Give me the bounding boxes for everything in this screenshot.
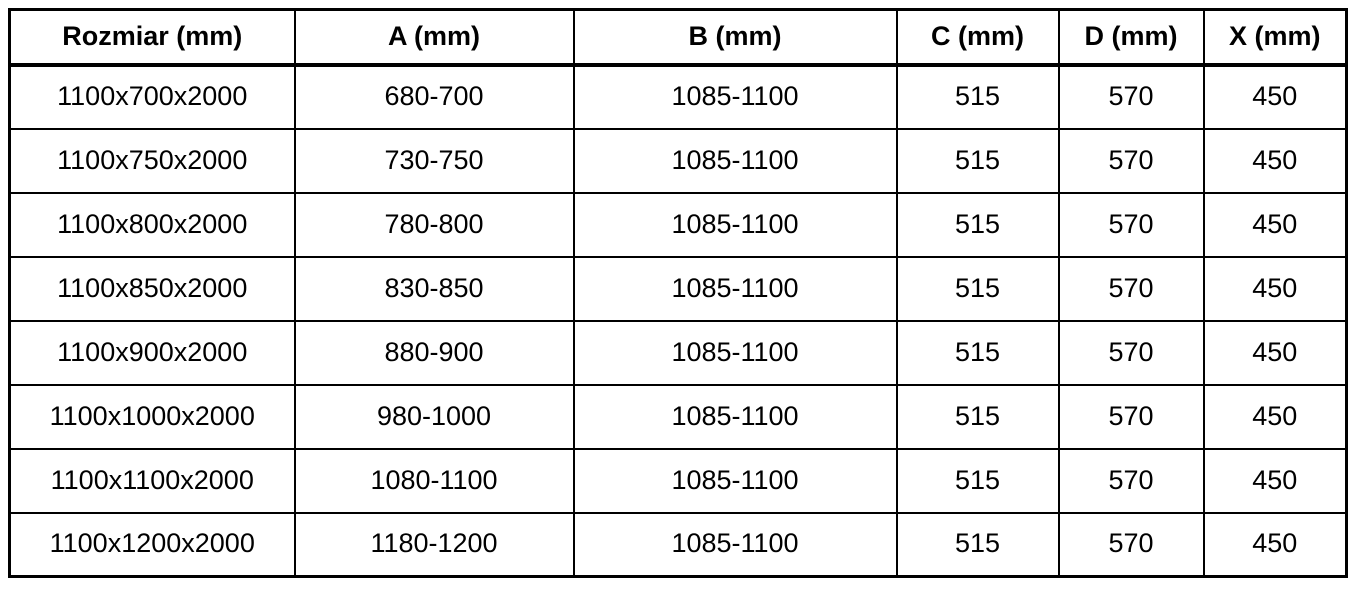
- cell-d: 570: [1059, 257, 1204, 321]
- cell-b: 1085-1100: [574, 193, 897, 257]
- cell-a: 830-850: [295, 257, 574, 321]
- cell-rozmiar: 1100x750x2000: [10, 129, 295, 193]
- cell-d: 570: [1059, 513, 1204, 577]
- cell-b: 1085-1100: [574, 449, 897, 513]
- table-row: [10, 385, 1347, 449]
- cell-b: 1085-1100: [574, 385, 897, 449]
- cell-rozmiar: 1100x1200x2000: [10, 513, 295, 577]
- table-row: [10, 129, 1347, 193]
- cell-c: 515: [897, 65, 1059, 129]
- cell-c: 515: [897, 193, 1059, 257]
- cell-rozmiar: 1100x1100x2000: [10, 449, 295, 513]
- cell-c: 515: [897, 385, 1059, 449]
- cell-rozmiar: 1100x700x2000: [10, 65, 295, 129]
- size-spec-table: [8, 8, 1348, 578]
- cell-b: 1085-1100: [574, 65, 897, 129]
- cell-a: 1080-1100: [295, 449, 574, 513]
- cell-a: 880-900: [295, 321, 574, 385]
- cell-d: 570: [1059, 449, 1204, 513]
- cell-b: 1085-1100: [574, 321, 897, 385]
- cell-b: 1085-1100: [574, 129, 897, 193]
- cell-x: 450: [1204, 193, 1347, 257]
- cell-b: 1085-1100: [574, 257, 897, 321]
- cell-d: 570: [1059, 129, 1204, 193]
- cell-x: 450: [1204, 257, 1347, 321]
- cell-c: 515: [897, 129, 1059, 193]
- cell-d: 570: [1059, 321, 1204, 385]
- table-row: [10, 193, 1347, 257]
- cell-x: 450: [1204, 513, 1347, 577]
- table-row: [10, 65, 1347, 129]
- cell-d: 570: [1059, 65, 1204, 129]
- cell-x: 450: [1204, 385, 1347, 449]
- column-header-b: B (mm): [574, 10, 897, 65]
- cell-rozmiar: 1100x1000x2000: [10, 385, 295, 449]
- cell-rozmiar: 1100x900x2000: [10, 321, 295, 385]
- cell-x: 450: [1204, 65, 1347, 129]
- cell-c: 515: [897, 321, 1059, 385]
- column-header-d: D (mm): [1059, 10, 1204, 65]
- cell-x: 450: [1204, 449, 1347, 513]
- cell-a: 780-800: [295, 193, 574, 257]
- cell-rozmiar: 1100x800x2000: [10, 193, 295, 257]
- cell-c: 515: [897, 257, 1059, 321]
- table-row: [10, 257, 1347, 321]
- cell-c: 515: [897, 449, 1059, 513]
- column-header-c: C (mm): [897, 10, 1059, 65]
- cell-a: 1180-1200: [295, 513, 574, 577]
- cell-d: 570: [1059, 385, 1204, 449]
- cell-c: 515: [897, 513, 1059, 577]
- cell-b: 1085-1100: [574, 513, 897, 577]
- cell-a: 980-1000: [295, 385, 574, 449]
- table-row: [10, 449, 1347, 513]
- cell-x: 450: [1204, 129, 1347, 193]
- table-row: [10, 513, 1347, 577]
- cell-x: 450: [1204, 321, 1347, 385]
- column-header-a: A (mm): [295, 10, 574, 65]
- column-header-x: X (mm): [1204, 10, 1347, 65]
- cell-a: 730-750: [295, 129, 574, 193]
- column-header-rozmiar: Rozmiar (mm): [10, 10, 295, 65]
- cell-d: 570: [1059, 193, 1204, 257]
- table-header-row: [10, 10, 1347, 65]
- cell-rozmiar: 1100x850x2000: [10, 257, 295, 321]
- table-row: [10, 321, 1347, 385]
- cell-a: 680-700: [295, 65, 574, 129]
